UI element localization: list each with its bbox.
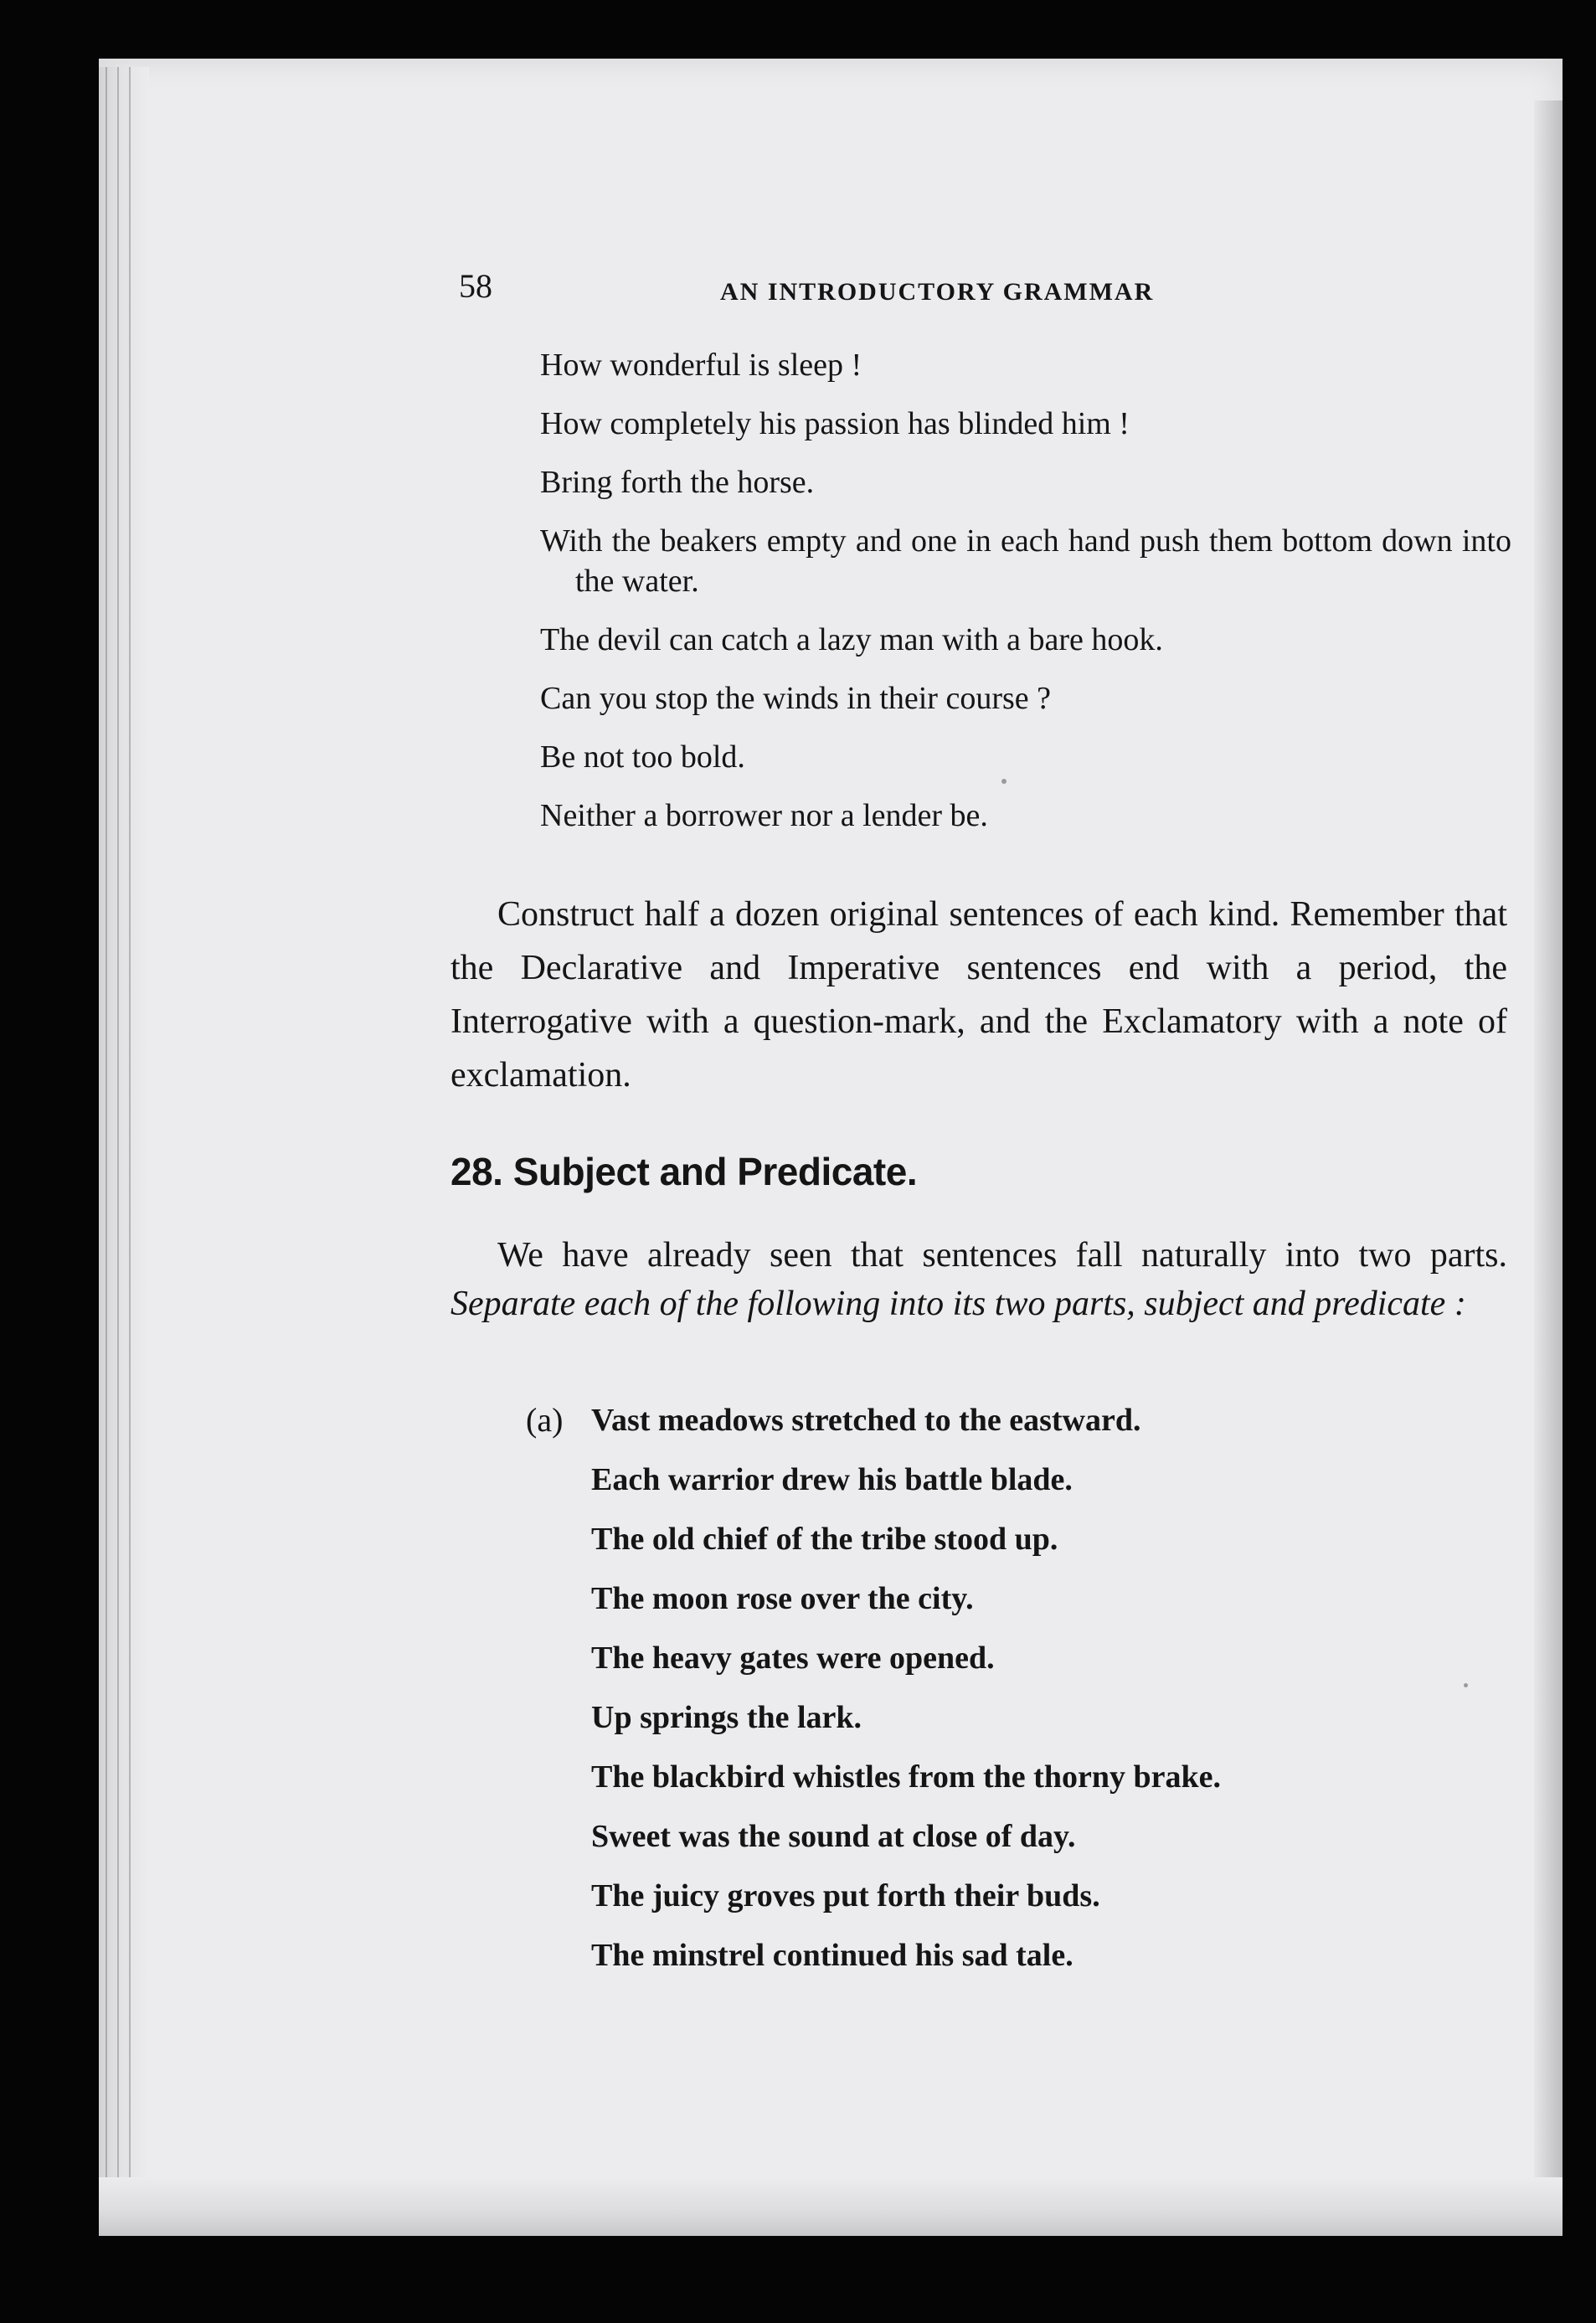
exercise-label-spacer (526, 1638, 591, 1678)
exercise-label-spacer (526, 1935, 591, 1975)
example-sentence: Can you stop the winds in their course ? (540, 681, 1052, 716)
gutter-line (106, 67, 107, 2236)
exercise-label-spacer (526, 1876, 591, 1916)
example-sentence: How completely his passion has blinded him ! (540, 406, 1130, 441)
example-sentence: Bring forth the horse. (540, 465, 815, 500)
exercise-sentence: The heavy gates were opened. (591, 1641, 995, 1676)
example-sentence: Neither a borrower nor a lender be. (540, 798, 988, 833)
running-title: AN INTRODUCTORY GRAMMAR (720, 278, 1155, 306)
page-gutter (99, 67, 149, 2236)
exercise-label-spacer (526, 1519, 591, 1559)
exercise-row (526, 1519, 1497, 1559)
exercise-row (526, 1638, 1497, 1678)
page-header (459, 266, 1514, 317)
exercise-sentence: The juicy groves put forth their buds. (591, 1878, 1100, 1914)
exercise-row (526, 1816, 1497, 1857)
exercise-label-spacer (526, 1757, 591, 1797)
exercise-label-spacer (526, 1579, 591, 1619)
page-right-edge (1534, 100, 1563, 2236)
exercise-row (526, 1757, 1497, 1797)
exercise-row (526, 1697, 1497, 1738)
exercise-label-spacer (526, 1460, 591, 1500)
section-intro (450, 1231, 1507, 1328)
gutter-line (117, 67, 119, 2236)
intro-instruction: Separate each of the following into its two parts, subject and predicate : (450, 1285, 1466, 1323)
page-number: 58 (459, 267, 492, 305)
example-sentence: With the beakers empty and one in each hand push them bottom down into the water. (540, 523, 1511, 599)
exercise-sentence: Sweet was the sound at close of day. (591, 1819, 1076, 1854)
section-heading: 28. Subject and Predicate. (450, 1150, 918, 1193)
exercise-sentence: The old chief of the tribe stood up. (591, 1522, 1058, 1557)
gutter-line (129, 67, 131, 2236)
instruction-paragraph: Construct half a dozen original sentences of each kind. Remember that the Declarative and Imperative sentences end with a period, the Interrogative with a question-mark, and the Exclamatory with a note of exclamation. (450, 895, 1507, 1095)
exercise-sentence: The minstrel continued his sad tale. (591, 1938, 1073, 1973)
example-sentence: Be not too bold. (540, 739, 745, 775)
exercise-sentence: Each warrior drew his battle blade. (591, 1462, 1073, 1497)
exercise-sentences (526, 1400, 1497, 1995)
exercise-row (526, 1876, 1497, 1916)
page-bottom-edge (99, 2177, 1563, 2236)
exercise-sentence: Vast meadows stretched to the eastward. (591, 1403, 1141, 1438)
exercise-sentence: The blackbird whistles from the thorny brake. (591, 1759, 1221, 1795)
exercise-row (526, 1460, 1497, 1500)
exercise-row (526, 1400, 1497, 1440)
exercise-row (526, 1935, 1497, 1975)
exercise-label-spacer (526, 1697, 591, 1738)
exercise-sentence: Up springs the lark. (591, 1700, 862, 1735)
example-sentence: How wonderful is sleep ! (540, 348, 862, 383)
exercise-label: (a) (526, 1401, 564, 1439)
intro-text: We have already seen that sentences fall naturally into two parts. (497, 1236, 1507, 1275)
example-sentences (540, 345, 1511, 854)
exercise-row (526, 1579, 1497, 1619)
exercise-sentence: The moon rose over the city. (591, 1581, 974, 1616)
example-sentence: The devil can catch a lazy man with a bare hook. (540, 622, 1163, 657)
exercise-label-spacer (526, 1816, 591, 1857)
